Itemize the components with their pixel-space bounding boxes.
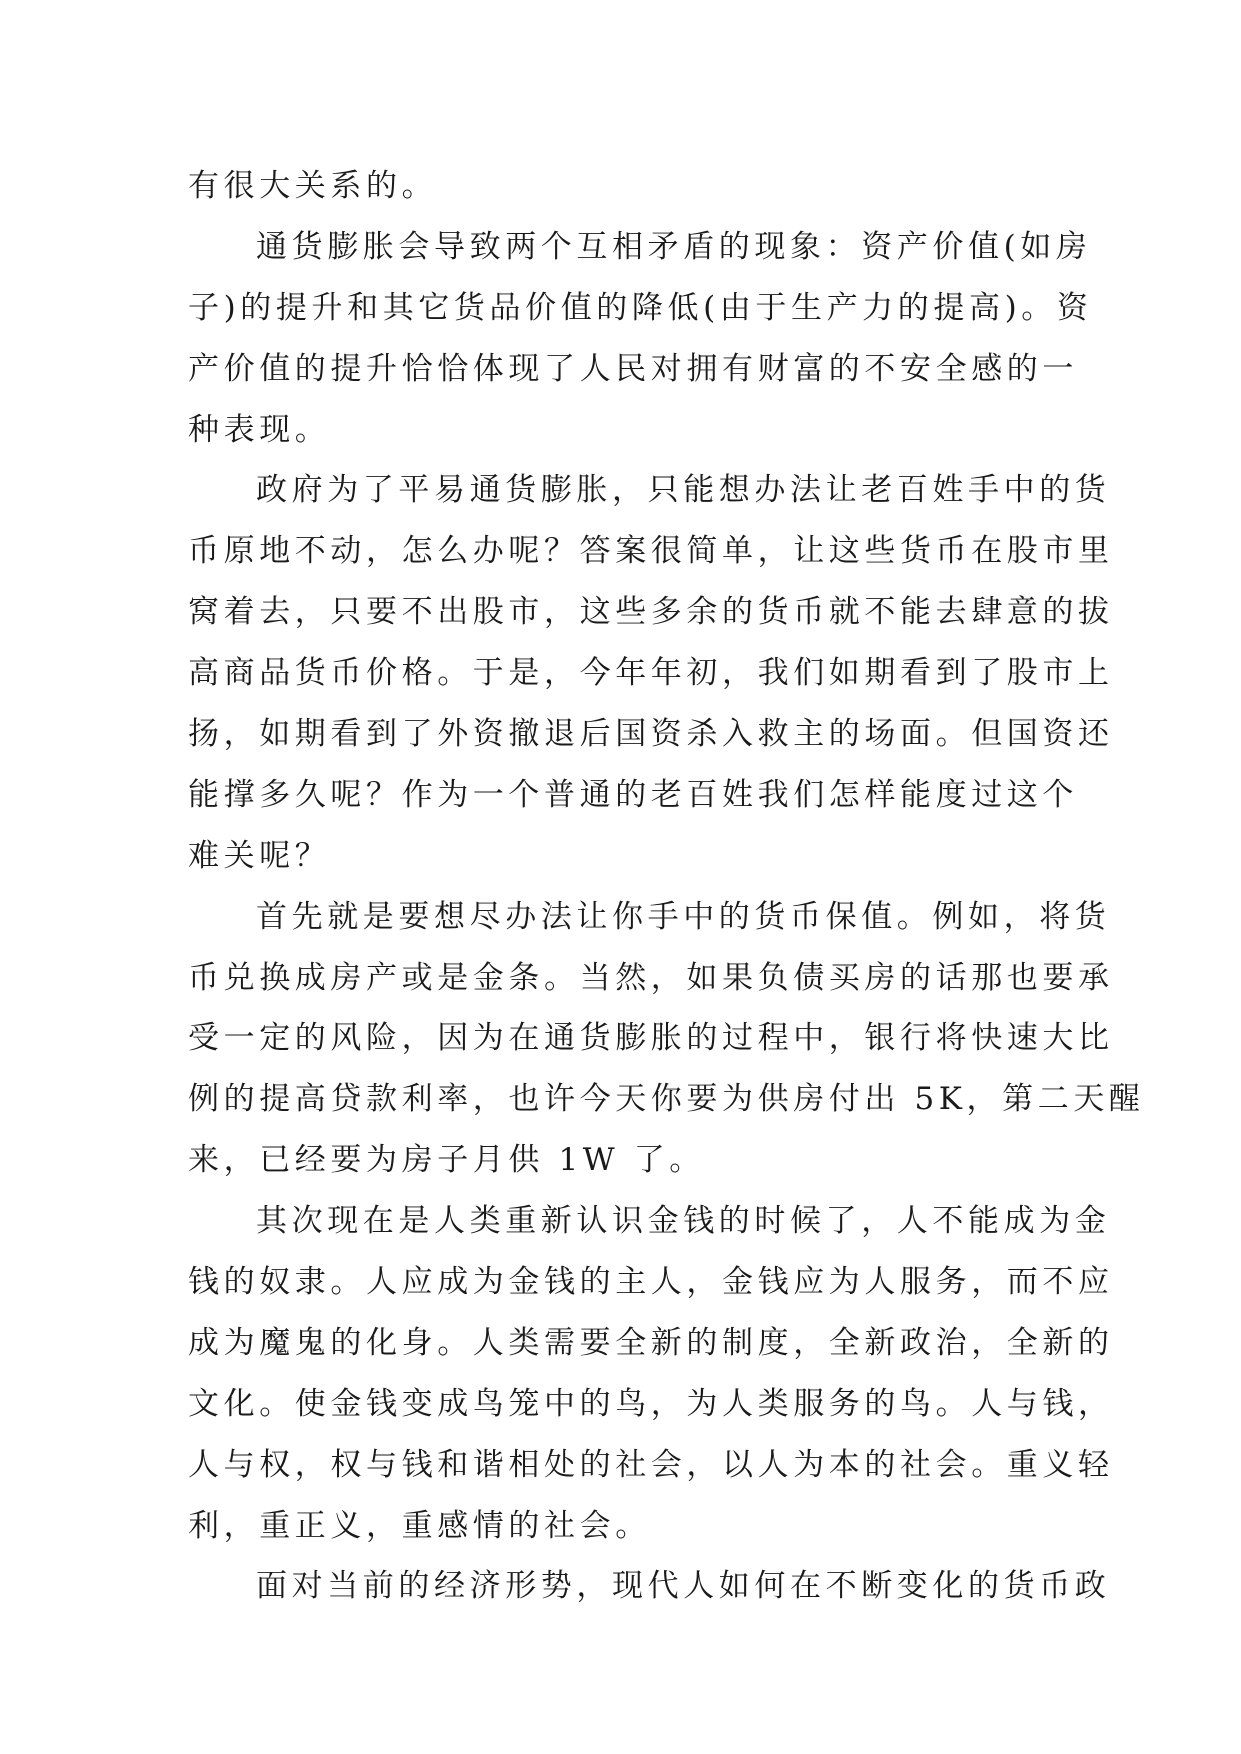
paragraph-first-line: 面对当前的经济形势，现代人如何在不断变化的货币政 — [256, 1568, 1111, 1605]
text-line: 扬，如期看到了外资撤退后国资杀入救主的场面。但国资还 — [188, 716, 1114, 753]
text-line: 利，重正义，重感情的社会。 — [188, 1507, 651, 1544]
text-line: 人与权，权与钱和谐相处的社会，以人为本的社会。重义轻 — [188, 1446, 1114, 1483]
text-line: 产价值的提升恰恰体现了人民对拥有财富的不安全感的一 — [188, 350, 1078, 387]
text-line: 币兑换成房产或是金条。当然，如果负债买房的话那也要承 — [188, 959, 1114, 996]
text-line: 难关呢？ — [188, 837, 331, 874]
text-line: 高商品货币价格。于是，今年年初，我们如期看到了股市上 — [188, 655, 1114, 692]
text-line: 钱的奴隶。人应成为金钱的主人，金钱应为人服务，而不应 — [188, 1264, 1114, 1301]
text-line: 受一定的风险，因为在通货膨胀的过程中，银行将快速大比 — [188, 1020, 1114, 1057]
text-line: 来，已经要为房子月供 1W 了。 — [188, 1142, 705, 1179]
paragraph-first-line: 其次现在是人类重新认识金钱的时候了，人不能成为金 — [256, 1203, 1111, 1240]
document-body — [188, 156, 1145, 1617]
text-line: 子)的提升和其它货品价值的降低(由于生产力的提高)。资 — [188, 289, 1093, 326]
paragraph-first-line: 政府为了平易通货膨胀，只能想办法让老百姓手中的货 — [256, 472, 1111, 509]
text-line: 窝着去，只要不出股市，这些多余的货币就不能去肆意的拔 — [188, 594, 1114, 631]
text-line: 成为魔鬼的化身。人类需要全新的制度，全新政治，全新的 — [188, 1324, 1114, 1361]
text-line: 文化。使金钱变成鸟笼中的鸟，为人类服务的鸟。人与钱， — [188, 1385, 1114, 1422]
paragraph-first-line: 首先就是要想尽办法让你手中的货币保值。例如，将货 — [256, 898, 1111, 935]
text-line: 能撑多久呢？作为一个普通的老百姓我们怎样能度过这个 — [188, 776, 1078, 813]
text-line: 币原地不动，怎么办呢？答案很简单，让这些货币在股市里 — [188, 533, 1114, 570]
text-line: 有很大关系的。 — [188, 168, 438, 204]
paragraph-first-line: 通货膨胀会导致两个互相矛盾的现象：资产价值(如房 — [256, 228, 1092, 265]
text-line: 例的提高贷款利率，也许今天你要为供房付出 5K，第二天醒 — [188, 1081, 1145, 1118]
text-line: 种表现。 — [188, 411, 331, 448]
